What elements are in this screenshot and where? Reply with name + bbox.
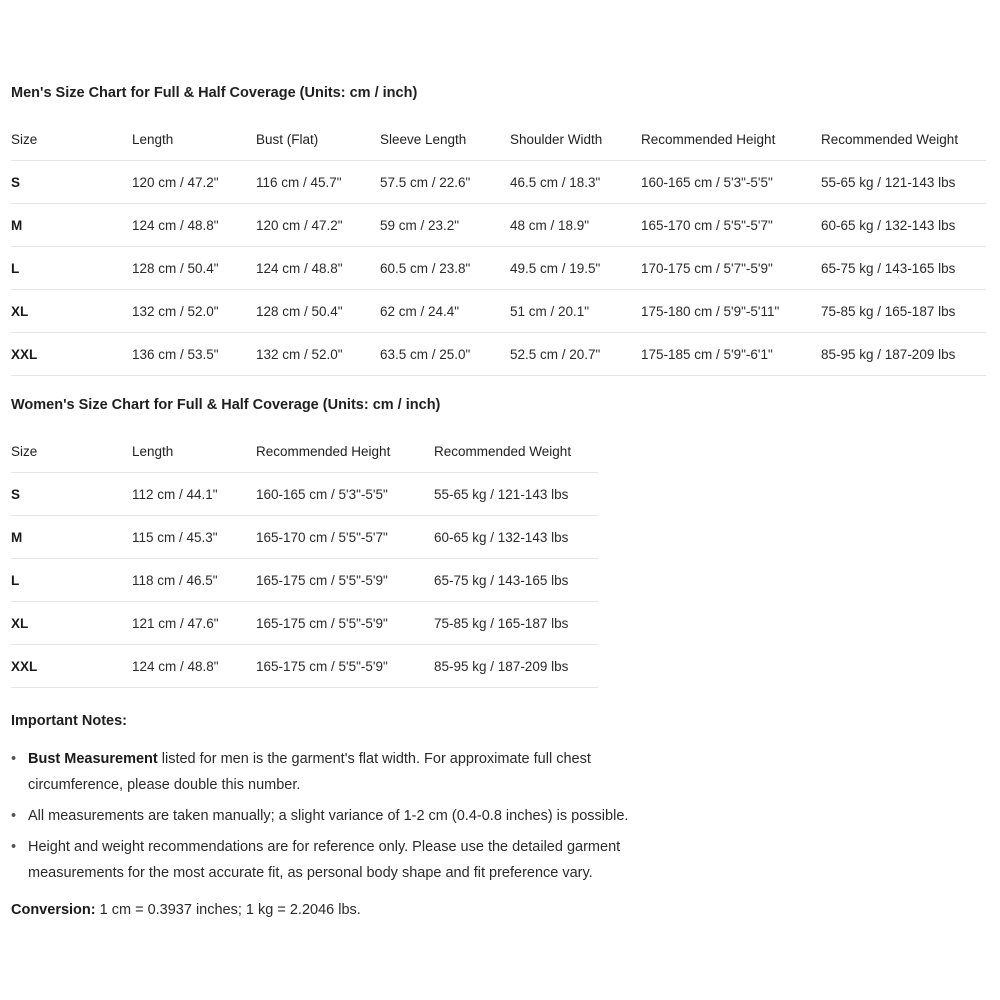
women-cell-size: M [11,516,132,559]
men-cell-sleeve-length: 63.5 cm / 25.0" [380,333,510,376]
men-cell-recommended-height: 175-180 cm / 5'9"-5'11" [641,290,821,333]
men-cell-length: 124 cm / 48.8" [132,204,256,247]
women-size-table [11,430,598,688]
men-cell-size: XL [11,290,132,333]
women-cell-size: S [11,473,132,516]
men-cell-size: M [11,204,132,247]
size-chart-page [11,82,986,922]
men-cell-shoulder-width: 48 cm / 18.9" [510,204,641,247]
women-cell-length: 121 cm / 47.6" [132,602,256,645]
list-item [11,803,688,829]
men-cell-bust-flat: 132 cm / 52.0" [256,333,380,376]
men-cell-size: S [11,161,132,204]
men-cell-shoulder-width: 49.5 cm / 19.5" [510,247,641,290]
table-row [11,645,598,688]
women-table-body [11,473,598,688]
men-header-sleeve-length: Sleeve Length [380,118,510,161]
important-notes-list [11,746,986,886]
men-cell-recommended-height: 175-185 cm / 5'9"-6'1" [641,333,821,376]
women-header-size: Size [11,430,132,473]
men-size-table [11,118,986,376]
women-cell-recommended-height: 165-175 cm / 5'5"-5'9" [256,602,434,645]
men-cell-shoulder-width: 52.5 cm / 20.7" [510,333,641,376]
table-row [11,516,598,559]
bullet-icon: • [11,839,17,855]
men-header-recommended-weight: Recommended Weight [821,118,986,161]
women-header-recommended-height: Recommended Height [256,430,434,473]
list-item [11,746,688,798]
men-cell-bust-flat: 120 cm / 47.2" [256,204,380,247]
women-cell-recommended-weight: 85-95 kg / 187-209 lbs [434,645,598,688]
bullet-icon: • [11,751,17,767]
women-cell-length: 115 cm / 45.3" [132,516,256,559]
table-row [11,161,986,204]
table-row [11,204,986,247]
men-table-header-row [11,118,986,161]
men-cell-length: 128 cm / 50.4" [132,247,256,290]
men-cell-shoulder-width: 51 cm / 20.1" [510,290,641,333]
men-header-recommended-height: Recommended Height [641,118,821,161]
women-cell-recommended-height: 165-175 cm / 5'5"-5'9" [256,645,434,688]
note-text: listed for men is the garment's flat width. For approximate full chest circumference, please double this number. [28,751,591,793]
women-cell-recommended-height: 165-170 cm / 5'5"-5'7" [256,516,434,559]
men-cell-length: 136 cm / 53.5" [132,333,256,376]
women-cell-length: 118 cm / 46.5" [132,559,256,602]
men-cell-length: 132 cm / 52.0" [132,290,256,333]
women-cell-recommended-weight: 55-65 kg / 121-143 lbs [434,473,598,516]
women-table-header-row [11,430,598,473]
men-header-length: Length [132,118,256,161]
men-header-bust-flat: Bust (Flat) [256,118,380,161]
table-row [11,602,598,645]
table-row [11,333,986,376]
bullet-icon: • [11,808,17,824]
women-header-length: Length [132,430,256,473]
men-cell-size: XXL [11,333,132,376]
men-header-size: Size [11,118,132,161]
women-cell-length: 124 cm / 48.8" [132,645,256,688]
men-cell-recommended-weight: 65-75 kg / 143-165 lbs [821,247,986,290]
table-row [11,290,986,333]
men-table-body [11,161,986,376]
important-notes-title: Important Notes: [11,713,127,729]
men-cell-recommended-weight: 75-85 kg / 165-187 lbs [821,290,986,333]
men-cell-recommended-height: 170-175 cm / 5'7"-5'9" [641,247,821,290]
women-cell-recommended-weight: 65-75 kg / 143-165 lbs [434,559,598,602]
women-cell-recommended-height: 160-165 cm / 5'3"-5'5" [256,473,434,516]
note-text: All measurements are taken manually; a slight variance of 1-2 cm (0.4-0.8 inches) is possible. [28,808,629,824]
women-cell-length: 112 cm / 44.1" [132,473,256,516]
conversion-text: 1 cm = 0.3937 inches; 1 kg = 2.2046 lbs. [95,902,361,918]
conversion-label: Conversion: [11,902,96,918]
table-row [11,559,598,602]
list-item [11,834,688,886]
note-emphasis: Bust Measurement [28,751,158,767]
men-cell-size: L [11,247,132,290]
men-cell-recommended-height: 160-165 cm / 5'3"-5'5" [641,161,821,204]
women-cell-recommended-weight: 60-65 kg / 132-143 lbs [434,516,598,559]
women-cell-recommended-height: 165-175 cm / 5'5"-5'9" [256,559,434,602]
men-cell-recommended-weight: 85-95 kg / 187-209 lbs [821,333,986,376]
table-row [11,247,986,290]
women-cell-recommended-weight: 75-85 kg / 165-187 lbs [434,602,598,645]
men-cell-recommended-height: 165-170 cm / 5'5"-5'7" [641,204,821,247]
men-cell-bust-flat: 124 cm / 48.8" [256,247,380,290]
women-cell-size: XXL [11,645,132,688]
men-cell-length: 120 cm / 47.2" [132,161,256,204]
women-cell-size: L [11,559,132,602]
men-size-chart-title: Men's Size Chart for Full & Half Coverage (Units: cm / inch) [11,85,418,101]
men-header-shoulder-width: Shoulder Width [510,118,641,161]
men-cell-bust-flat: 116 cm / 45.7" [256,161,380,204]
men-cell-shoulder-width: 46.5 cm / 18.3" [510,161,641,204]
men-cell-sleeve-length: 59 cm / 23.2" [380,204,510,247]
conversion-note [11,898,986,922]
women-cell-size: XL [11,602,132,645]
men-cell-sleeve-length: 60.5 cm / 23.8" [380,247,510,290]
men-cell-recommended-weight: 60-65 kg / 132-143 lbs [821,204,986,247]
women-size-chart-title: Women's Size Chart for Full & Half Coverage (Units: cm / inch) [11,397,441,413]
men-cell-recommended-weight: 55-65 kg / 121-143 lbs [821,161,986,204]
men-cell-bust-flat: 128 cm / 50.4" [256,290,380,333]
men-cell-sleeve-length: 57.5 cm / 22.6" [380,161,510,204]
table-row [11,473,598,516]
men-cell-sleeve-length: 62 cm / 24.4" [380,290,510,333]
women-header-recommended-weight: Recommended Weight [434,430,598,473]
note-text: Height and weight recommendations are for reference only. Please use the detailed garment measurements for the most accurate fit, as personal body shape and fit preference vary. [28,839,621,881]
